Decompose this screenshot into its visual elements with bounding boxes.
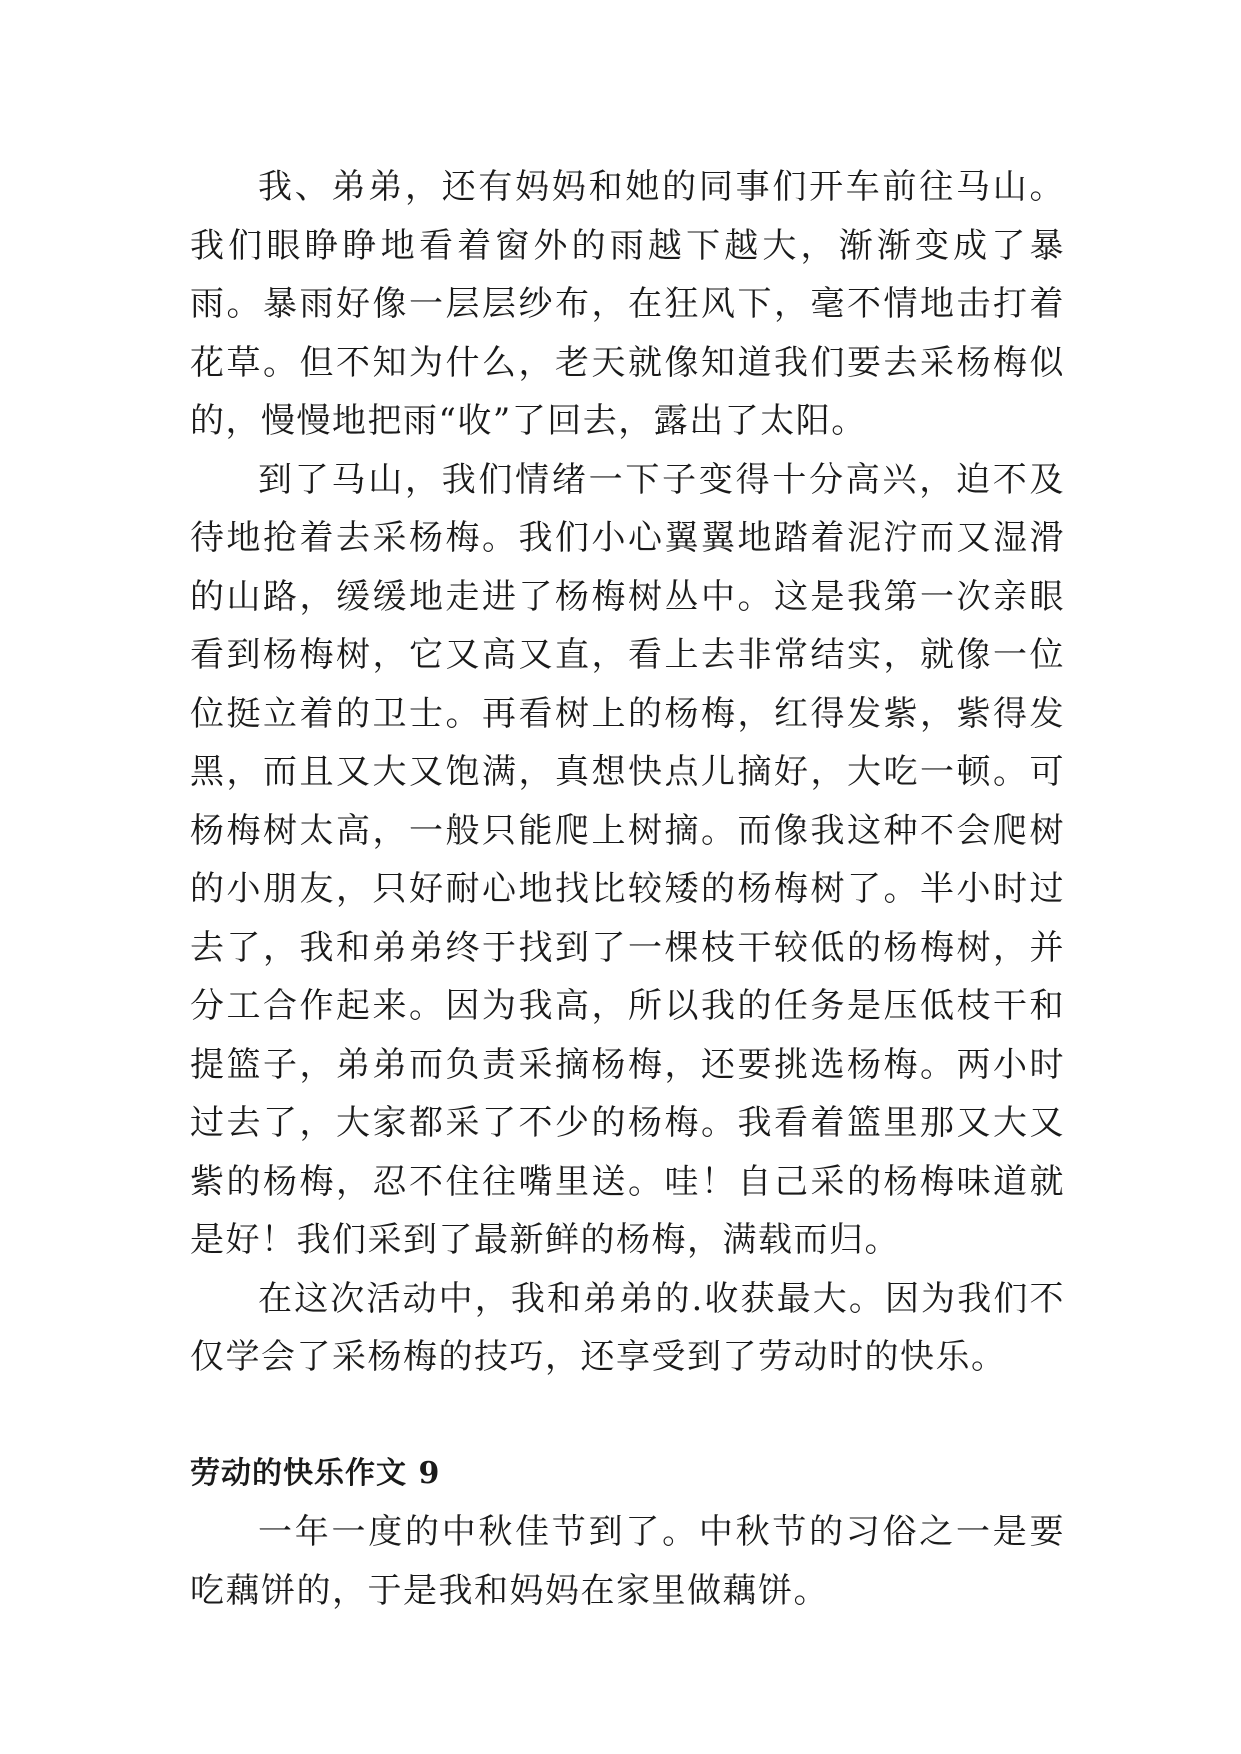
section-paragraph-1: 一年一度的中秋佳节到了。中秋节的习俗之一是要吃藕饼的，于是我和妈妈在家里做藕饼。: [190, 1512, 1065, 1611]
section-title: 劳动的快乐作文 9: [190, 1455, 441, 1491]
document-page: [190, 158, 1065, 1620]
paragraph-3: 在这次活动中，我和弟弟的.收获最大。因为我们不仅学会了采杨梅的技巧，还享受到了劳动时的快乐。: [190, 1278, 1065, 1377]
paragraph-2: 到了马山，我们情绪一下子变得十分高兴，迫不及待地抢着去采杨梅。我们小心翼翼地踏着泥泞而又湿滑的山路，缓缓地走进了杨梅树丛中。这是我第一次亲眼看到杨梅树，它又高又直，看上去非常结实，就像一位位挺立着的卫士。再看树上的杨梅，红得发紫，紫得发黑，而且又大又饱满，真想快点儿摘好，大吃一顿。可杨梅树太高，一般只能爬上树摘。而像我这种不会爬树的小朋友，只好耐心地找比较矮的杨梅树了。半小时过去了，我和弟弟终于找到了一棵枝干较低的杨梅树，并分工合作起来。因为我高，所以我的任务是压低枝干和提篮子，弟弟而负责采摘杨梅，还要挑选杨梅。两小时过去了，大家都采了不少的杨梅。我看着篮里那又大又紫的杨梅，忍不住往嘴里送。哇！自己采的杨梅味道就是好！我们采到了最新鲜的杨梅，满载而归。: [190, 459, 1065, 1260]
paragraph-1: 我、弟弟，还有妈妈和她的同事们开车前往马山。我们眼睁睁地看着窗外的雨越下越大，渐渐变成了暴雨。暴雨好像一层层纱布，在狂风下，毫不情地击打着花草。但不知为什么，老天就像知道我们要去采杨梅似的，慢慢地把雨“收”了回去，露出了太阳。: [190, 167, 1065, 441]
